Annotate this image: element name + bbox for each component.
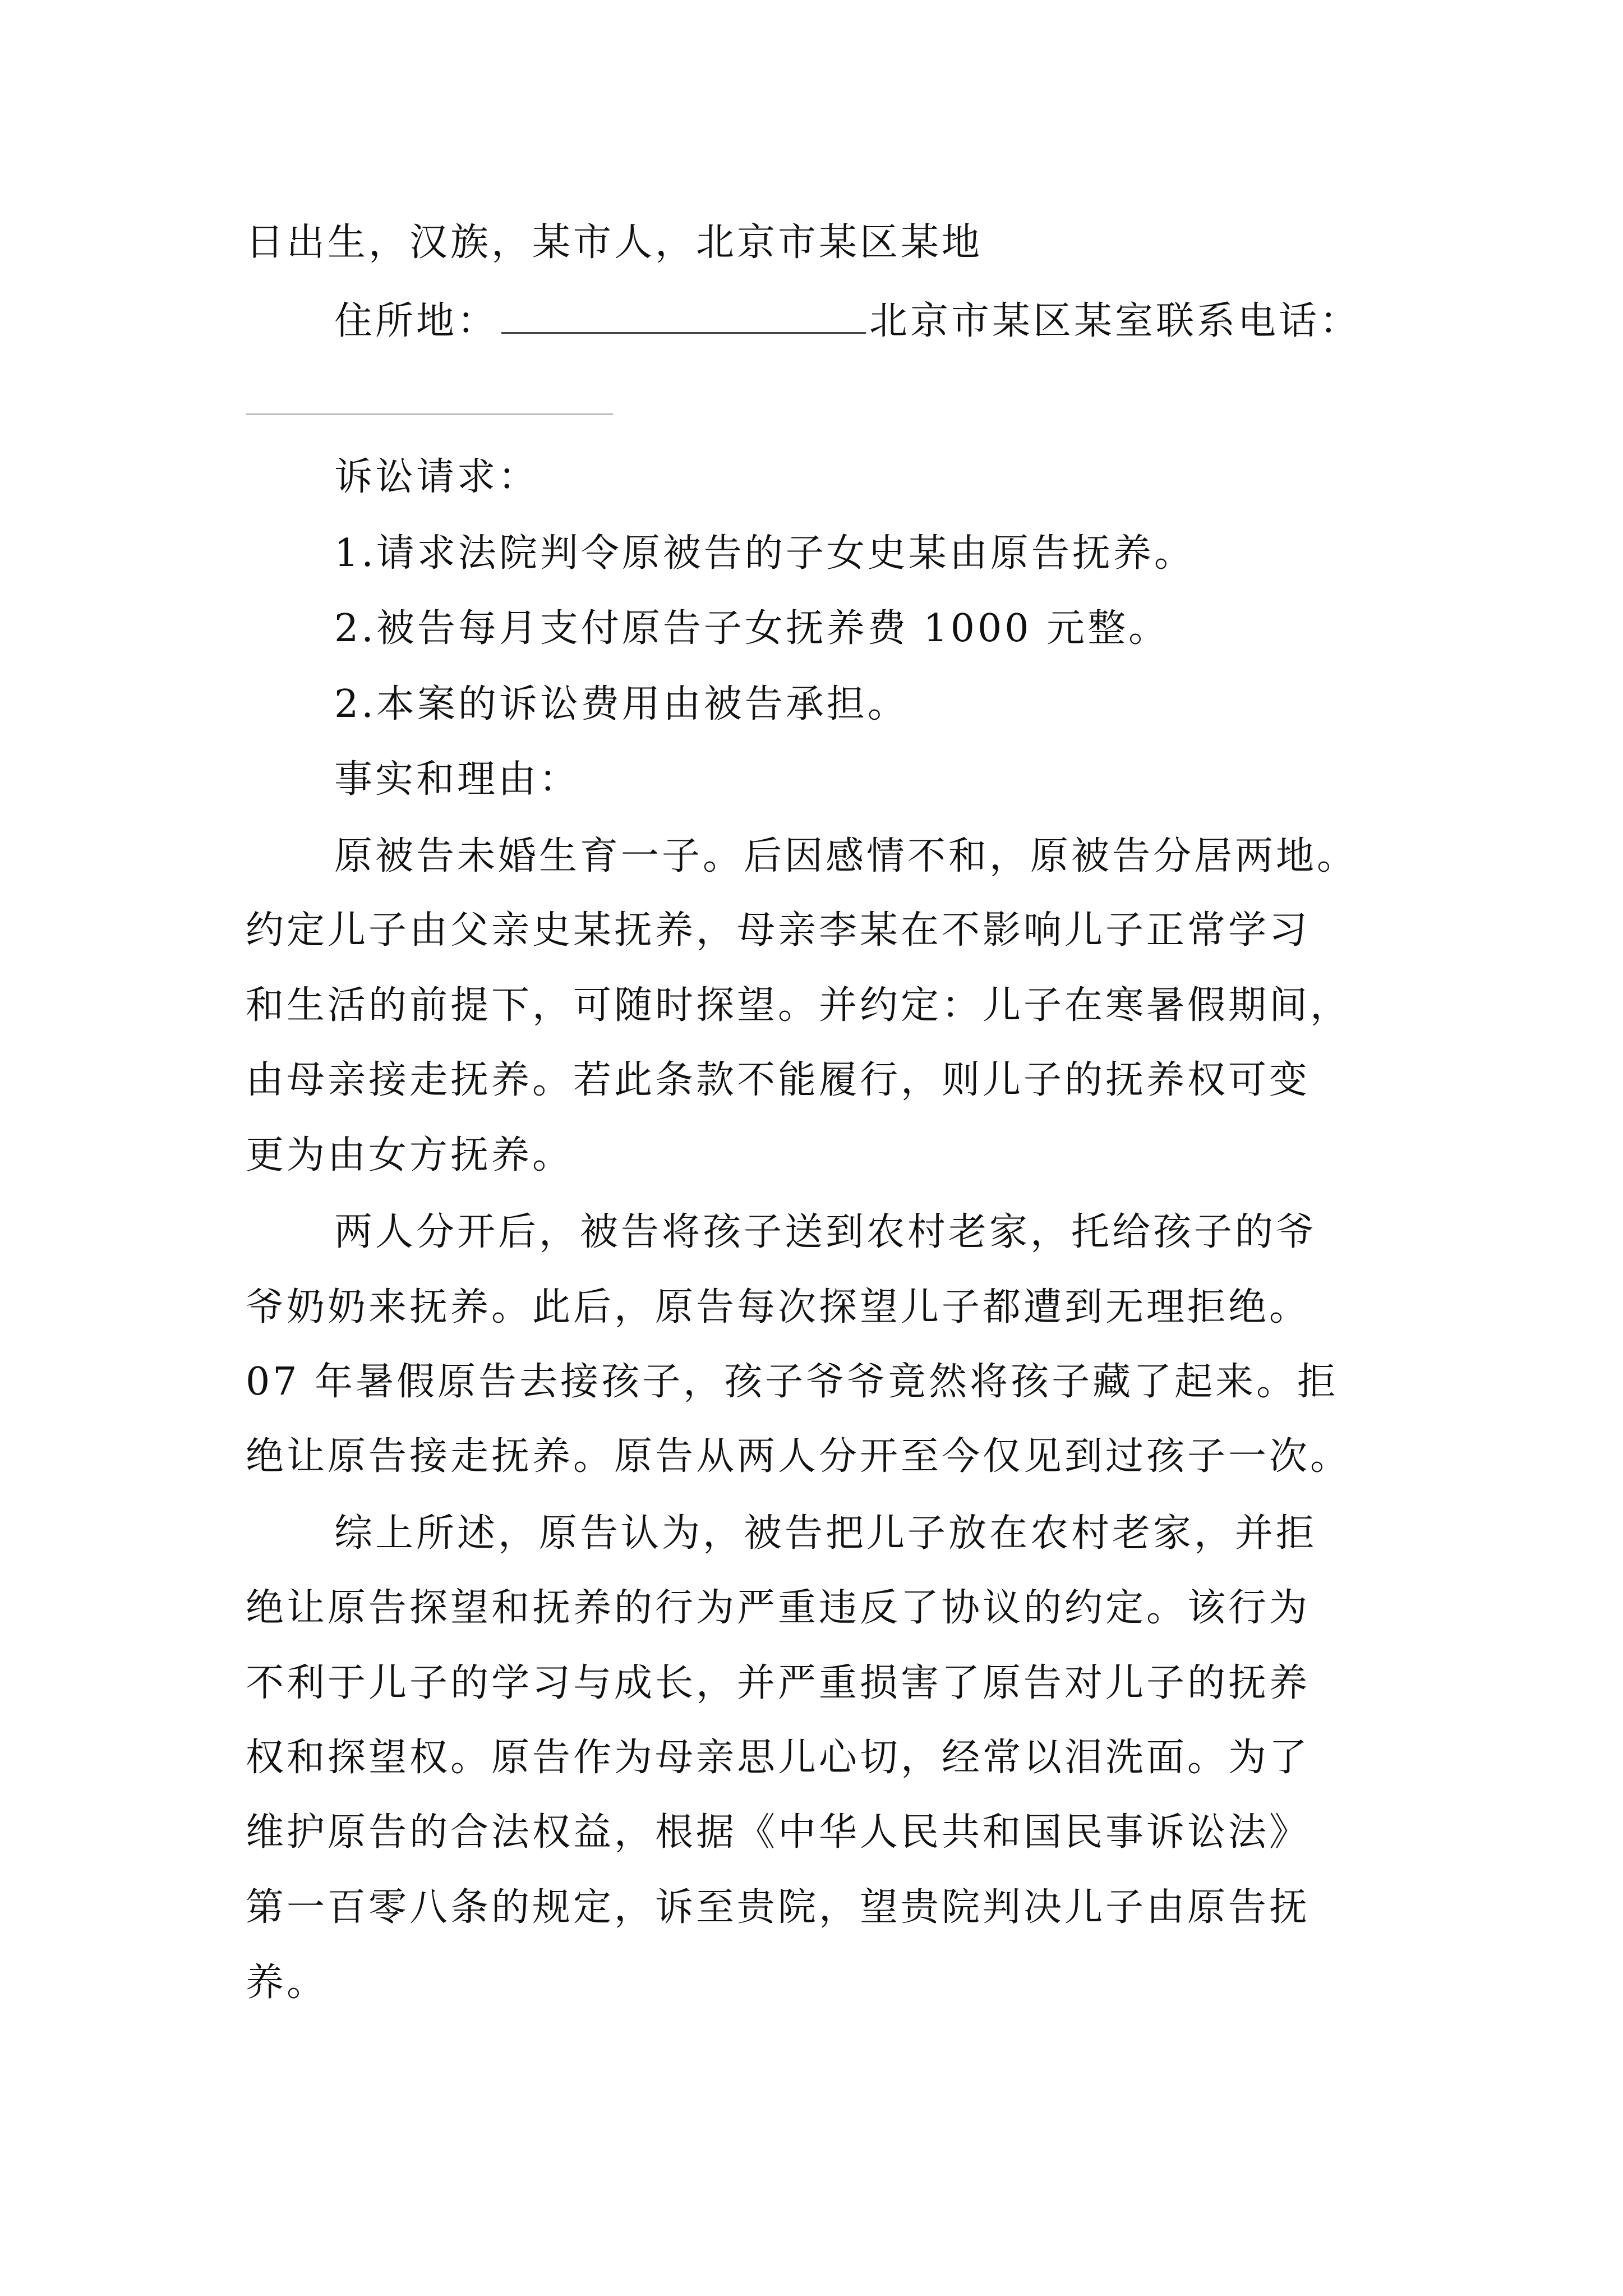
paragraph-line: 爷奶奶来抚养。此后，原告每次探望儿子都遭到无理拒绝。 <box>246 1285 1311 1329</box>
paragraph-line: 07 年暑假原告去接孩子，孩子爷爷竟然将孩子藏了起来。拒 <box>246 1360 1339 1404</box>
paragraph-line: 第一百零八条的规定，诉至贵院，望贵院判决儿子由原告抚 <box>246 1885 1311 1930</box>
address-blank <box>501 295 866 334</box>
section-heading: 事实和理由： <box>334 757 580 802</box>
paragraph-line: 综上所述，原告认为，被告把儿子放在农村老家，并拒 <box>334 1511 1317 1556</box>
paragraph-line: 维护原告的合法权益，根据《中华人民共和国民事诉讼法》 <box>246 1810 1311 1855</box>
paragraph-line: 绝让原告接走抚养。原告从两人分开至今仅见到过孩子一次。 <box>246 1434 1352 1479</box>
phone-blank-line <box>246 413 613 415</box>
claim-item: 2.被告每月支付原告子女抚养费 1000 元整。 <box>334 606 1170 651</box>
address-line <box>334 279 1484 364</box>
paragraph-line: 不利于儿子的学习与成长，并严重损害了原告对儿子的抚养 <box>246 1661 1311 1705</box>
section-heading: 诉讼请求： <box>334 455 540 499</box>
address-label: 住所地： <box>334 299 499 343</box>
address-value: 北京市某区某室联系电话： <box>869 299 1361 343</box>
paragraph-line: 约定儿子由父亲史某抚养，母亲李某在不影响儿子正常学习 <box>246 908 1311 953</box>
paragraph-line: 权和探望权。原告作为母亲思儿心切，经常以泪洗面。为了 <box>246 1736 1311 1780</box>
paragraph-line: 由母亲接走抚养。若此条款不能履行，则儿子的抚养权可变 <box>246 1058 1311 1102</box>
paragraph-line: 养。 <box>246 1961 328 2005</box>
paragraph-line: 原被告未婚生育一子。后因感情不和，原被告分居两地。 <box>334 834 1358 878</box>
claim-item: 1.请求法院判令原被告的子女史某由原告抚养。 <box>334 531 1195 576</box>
paragraph-line: 和生活的前提下，可随时探望。并约定：儿子在寒暑假期间， <box>246 983 1352 1028</box>
paragraph-line: 绝让原告探望和抚养的行为严重违反了协议的约定。该行为 <box>246 1586 1311 1630</box>
claim-item: 2.本案的诉讼费用由被告承担。 <box>334 682 909 726</box>
text-line: 日出生，汉族，某市人，北京市某区某地 <box>246 220 983 265</box>
paragraph-line: 更为由女方抚养。 <box>246 1133 574 1177</box>
paragraph-line: 两人分开后，被告将孩子送到农村老家，托给孩子的爷 <box>334 1210 1317 1254</box>
